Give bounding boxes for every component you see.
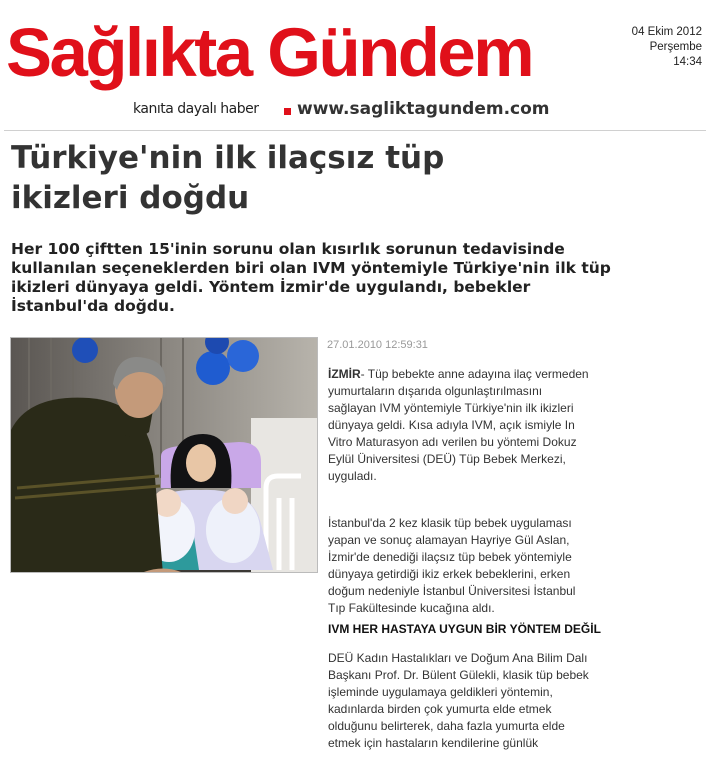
paragraph-line: uyguladı. xyxy=(328,469,377,483)
paragraph-line: dünyaya getirdiği ikiz erkek bebeklerini, erken xyxy=(328,567,571,581)
paragraph-line: olduğunu belirterek, daha fazla yumurta elde xyxy=(328,719,565,733)
paragraph-3 xyxy=(328,650,658,752)
paragraph-line: Vitro Maturasyon adı verilen bu yöntemi Dokuz xyxy=(328,435,577,449)
paragraph-line: işleminde uygulamaya geldikleri yöntemin, xyxy=(328,685,553,699)
paragraph-line: yumurtaların dışarıda olgunlaştırılmasını xyxy=(328,384,543,398)
paragraph-line: DEÜ Kadın Hastalıkları ve Doğum Ana Bilim Dalı xyxy=(328,651,588,665)
paragraph-2 xyxy=(328,515,658,617)
article-lead xyxy=(11,240,651,316)
site-logo[interactable]: Sağlıkta Gündem xyxy=(6,14,533,91)
article-subheading: IVM HER HASTAYA UYGUN BİR YÖNTEM DEĞİL xyxy=(328,622,601,636)
date-day: 04 Ekim 2012 xyxy=(631,26,702,38)
paragraph-line: yapan ve sonuç alamayan Hayriye Gül Aslan, xyxy=(328,533,570,547)
paragraph-line: İZMİR- Tüp bebekte anne adayına ilaç vermeden xyxy=(328,367,589,381)
article-headline xyxy=(11,138,611,218)
dateline-city: İZMİR xyxy=(328,367,361,381)
site-url[interactable]: www.sagliktagundem.com xyxy=(297,99,550,119)
paragraph-line: kadınlarda birden çok yumurta elde etmek xyxy=(328,702,552,716)
lead-line: kullanılan seçeneklerden biri olan IVM yöntemiyle Türkiye'nin ilk tüp xyxy=(11,259,611,277)
headline-line: Türkiye'nin ilk ilaçsız tüp xyxy=(11,140,445,176)
date-block xyxy=(632,25,702,70)
paragraph-1 xyxy=(328,366,658,485)
headline-line: ikizleri doğdu xyxy=(11,180,250,216)
photo-illustration xyxy=(11,338,318,573)
lead-line: Her 100 çiftten 15'inin sorunu olan kısırlık sorunun tedavisinde xyxy=(11,240,565,258)
date-time: 14:34 xyxy=(673,56,702,68)
paragraph-line: Tıp Fakültesinde kucağına aldı. xyxy=(328,601,495,615)
site-tagline: kanıta dayalı haber xyxy=(133,101,259,117)
paragraph-line: Başkanı Prof. Dr. Bülent Gülekli, klasik tüp bebek xyxy=(328,668,589,682)
paragraph-line: sağlayan IVM yöntemiyle Türkiye'nin ilk ikizleri xyxy=(328,401,574,415)
date-weekday: Perşembe xyxy=(649,41,702,53)
paragraph-line: İzmir'de denediği ilaçsız tüp bebek yöntemiyle xyxy=(328,550,572,564)
paragraph-line: etmek için hastaların kendilerine günlük xyxy=(328,736,539,750)
paragraph-line: Eylül Üniversitesi (DEÜ) Tüp Bebek Merkezi, xyxy=(328,452,566,466)
article-timestamp: 27.01.2010 12:59:31 xyxy=(327,339,428,351)
lead-line: ikizleri dünyaya geldi. Yöntem İzmir'de uygulandı, bebekler xyxy=(11,278,531,296)
article-photo xyxy=(10,337,318,573)
paragraph-line: İstanbul'da 2 kez klasik tüp bebek uygulaması xyxy=(328,516,572,530)
paragraph-line: dünyaya geldi. Kısa adıyla IVM, açık ismiyle In xyxy=(328,418,575,432)
lead-line: İstanbul'da doğdu. xyxy=(11,297,175,315)
paragraph-line: doğum nedeniyle İstanbul Üniversitesi İstanbul xyxy=(328,584,576,598)
tagline-separator xyxy=(284,108,291,115)
header-divider xyxy=(4,130,706,131)
